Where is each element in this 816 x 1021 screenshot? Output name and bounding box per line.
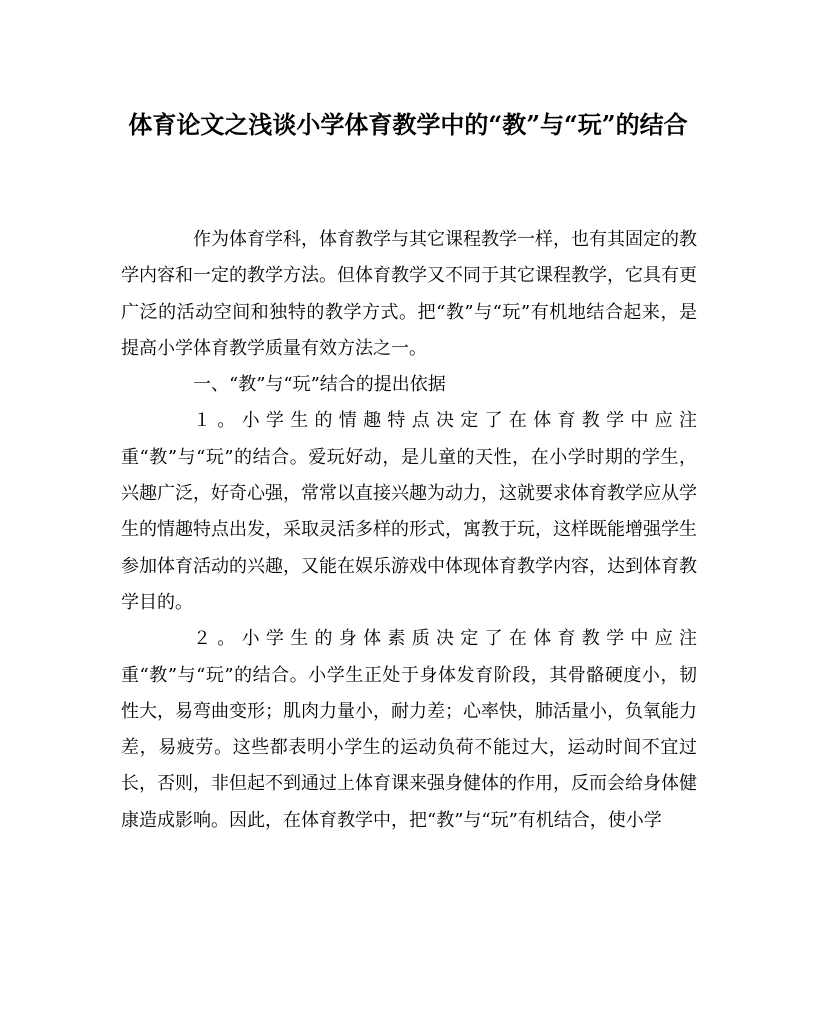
section-heading: 一、“教”与“玩”结合的提出依据 — [193, 374, 446, 396]
intro-paragraph: 作为体育学科，体育教学与其它课程教学一样，也有其固定的教学内容和一定的教学方法。但体育教学又不同于其它课程教学，它具有更广泛的活动空间和独特的教学方式。把“教”与“玩”有机地结合起来，是提高小学体育教学质量有效方法之一。 — [121, 229, 697, 359]
document-body — [121, 222, 697, 839]
point-1-paragraph: １。小学生的情趣特点决定了在体育教学中应注重“教”与“玩”的结合。爱玩好动，是儿童的天性，在小学时期的学生，兴趣广泛，好奇心强，常常以直接兴趣为动力，这就要求体育教学应从学生的情趣特点出发，采取灵活多样的形式，寓教于玩，这样既能增强学生参加体育活动的兴趣，又能在娱乐游戏中体现体育教学内容，达到体育教学目的。 — [121, 410, 697, 613]
document-title: 体育论文之浅谈小学体育教学中的“教”与“玩”的结合 — [128, 110, 688, 139]
point-2-paragraph: ２。小学生的身体素质决定了在体育教学中应注重“教”与“玩”的结合。小学生正处于身体发育阶段，其骨骼硬度小，韧性大，易弯曲变形；肌肉力量小，耐力差；心率快，肺活量小，负氧能力差，易疲劳。这些都表明小学生的运动负荷不能过大，运动时间不宜过长，否则，非但起不到通过上体育课来强身健体的作用，反而会给身体健康造成影响。因此，在体育教学中，把“教”与“玩”有机结合，使小学 — [121, 628, 697, 831]
